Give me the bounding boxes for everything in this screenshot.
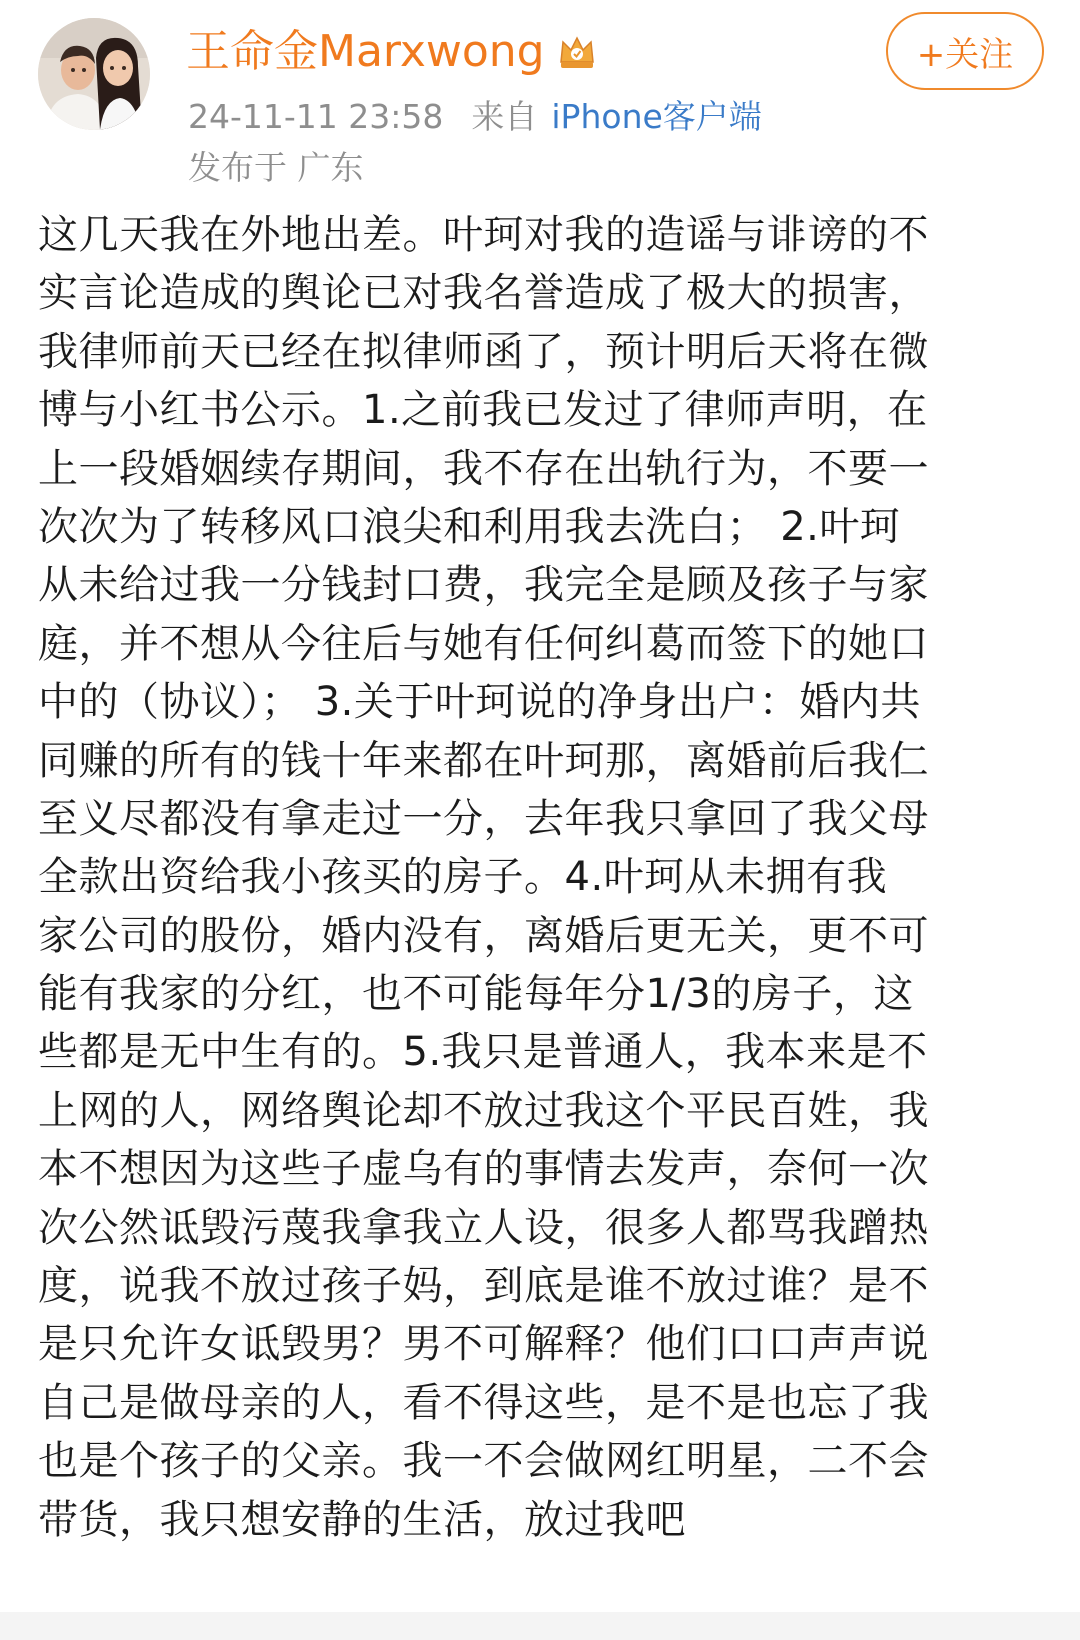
post-body-line: 实言论造成的舆论已对我名誉造成了极大的损害， — [38, 270, 929, 317]
post-body-line: 我律师前天已经在拟律师函了，预计明后天将在微 — [38, 328, 929, 375]
post-body-line: 从未给过我一分钱封口费，我完全是顾及孩子与家 — [38, 562, 929, 609]
post-body-line: 些都是无中生有的。5.我只是普通人，我本来是不 — [38, 1029, 928, 1076]
post-body-line: 也是个孩子的父亲。我一不会做网红明星，二不会 — [38, 1438, 929, 1485]
username[interactable]: 王命金Marxwong — [186, 26, 545, 77]
post-body — [38, 206, 1038, 1549]
post-body-line: 带货，我只想安静的生活，放过我吧 — [38, 1496, 686, 1543]
post-body-line: 本不想因为这些子虚乌有的事情去发声，奈何一次 — [38, 1146, 929, 1193]
post-location: 发布于 广东 — [188, 148, 364, 187]
post-body-line: 同赚的所有的钱十年来都在叶珂那，离婚前后我仁 — [38, 737, 929, 784]
client-source-link[interactable]: iPhone客户端 — [551, 97, 762, 136]
follow-button[interactable]: +关注 — [886, 12, 1044, 90]
post-body-line: 全款出资给我小孩买的房子。4.叶珂从未拥有我 — [38, 854, 888, 901]
post-body-line: 次次为了转移风口浪尖和利用我去洗白； 2.叶珂 — [38, 503, 901, 550]
post-body-line: 至义尽都没有拿走过一分，去年我只拿回了我父母 — [38, 795, 929, 842]
from-label: 来自 — [471, 97, 538, 136]
post-body-line: 能有我家的分红，也不可能每年分1/3的房子，这 — [38, 971, 914, 1018]
post-timestamp: 24-11-11 23:58 — [188, 97, 444, 136]
post-body-line: 上网的人，网络舆论却不放过我这个平民百姓，我 — [38, 1087, 929, 1134]
avatar-image-icon — [38, 18, 150, 130]
post-body-line: 这几天我在外地出差。叶珂对我的造谣与诽谤的不 — [38, 212, 929, 258]
post-body-line: 家公司的股份，婚内没有，离婚后更无关，更不可 — [38, 912, 929, 959]
post-header — [0, 0, 1080, 200]
post-body-line: 中的（协议）； 3.关于叶珂说的净身出户：婚内共 — [38, 679, 921, 726]
post-body-line: 次公然诋毁污蔑我拿我立人设，很多人都骂我蹭热 — [38, 1204, 929, 1251]
post-body-line: 度，说我不放过孩子妈，到底是谁不放过谁？是不 — [38, 1263, 929, 1310]
user-avatar[interactable] — [38, 18, 150, 130]
post-body-line: 上一段婚姻续存期间，我不存在出轨行为，不要一 — [38, 445, 929, 492]
post-meta — [188, 92, 762, 142]
bottom-divider — [0, 1612, 1080, 1640]
post-body-line: 自己是做母亲的人，看不得这些，是不是也忘了我 — [38, 1379, 929, 1426]
post-body-line: 是只允许女诋毁男？男不可解释？他们口口声声说 — [38, 1321, 929, 1368]
vip-crown-icon[interactable] — [557, 32, 597, 72]
post-body-line: 庭，并不想从今往后与她有任何纠葛而签下的她口 — [38, 620, 929, 667]
post-body-line: 博与小红书公示。1.之前我已发过了律师声明，在 — [38, 387, 928, 434]
username-row — [186, 20, 597, 84]
